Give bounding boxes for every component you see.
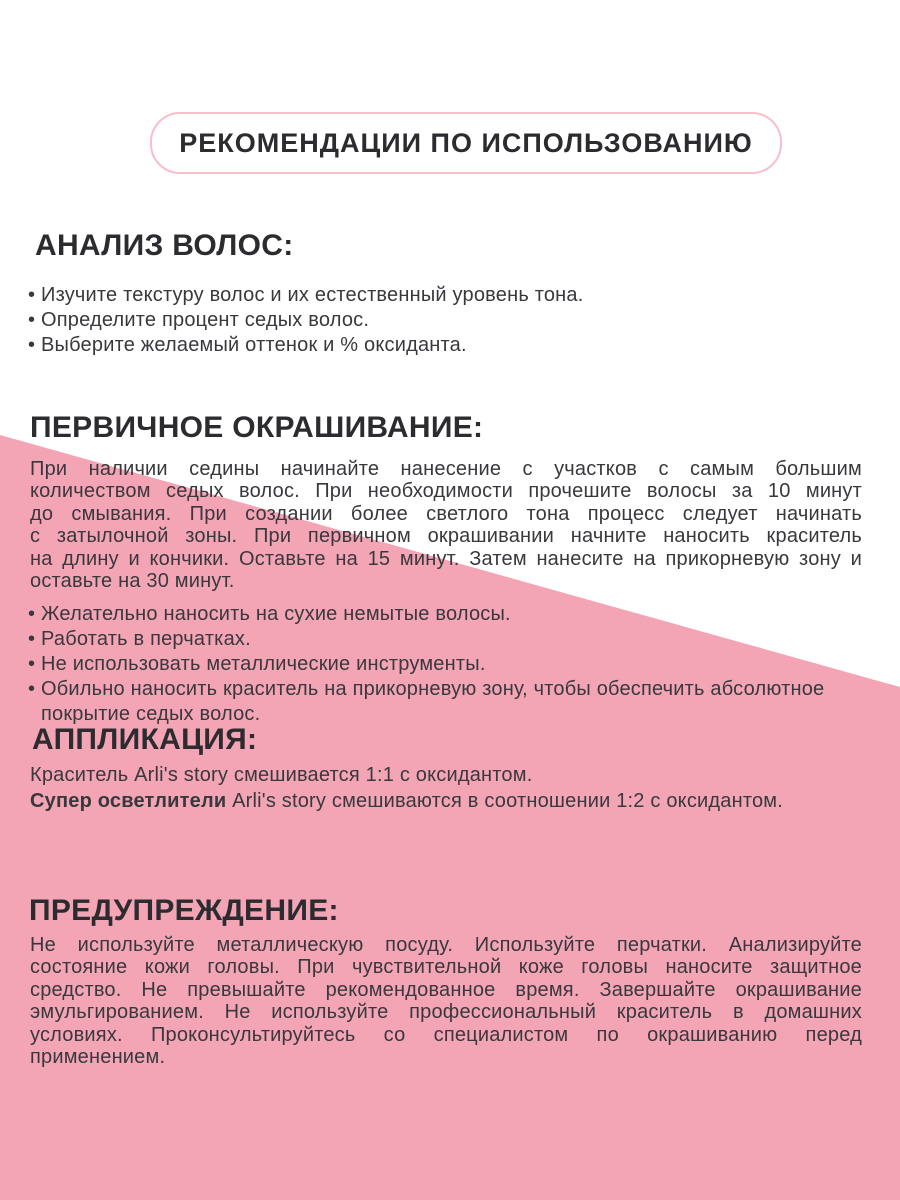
hair-analysis-bullet-list	[28, 283, 856, 358]
application-line-mix-1-1	[30, 762, 862, 788]
list-item: • Определите процент седых волос.	[28, 308, 856, 333]
warning-paragraph	[30, 934, 862, 1068]
paragraph-line: применением.	[30, 1046, 166, 1069]
paragraph-line: При наличии седины начинайте нанесение с участков с самым большим	[30, 458, 862, 480]
paragraph-line: состояние кожи головы. При чувствительной коже головы наносите защитное	[30, 956, 862, 979]
paragraph-line: средство. Не превышайте рекомендованное время. Завершайте окрашивание	[30, 978, 862, 1001]
hair-analysis-heading: АНАЛИЗ ВОЛОС:	[35, 229, 294, 262]
list-item: • Изучите текстуру волос и их естественный уровень тона.	[28, 283, 856, 308]
application-line-text: Arli's story смешиваются в соотношении 1:2 с оксидантом.	[226, 790, 784, 812]
title-pill	[150, 112, 782, 174]
primary-coloring-heading: ПЕРВИЧНОЕ ОКРАШИВАНИЕ:	[30, 411, 484, 444]
list-item: • Обильно наносить краситель на прикорневую зону, чтобы обеспечить абсолютное покрытие седых волос.	[28, 677, 833, 727]
warning-heading: ПРЕДУПРЕЖДЕНИЕ:	[29, 894, 339, 927]
list-item: • Выберите желаемый оттенок и % оксиданта.	[28, 333, 856, 358]
paragraph-line: оставьте на 30 минут.	[30, 570, 235, 593]
paragraph-line: Не используйте металлическую посуду. Используйте перчатки. Анализируйте	[30, 934, 862, 956]
application-line-mix-1-2	[30, 788, 862, 814]
list-item: • Работать в перчатках.	[28, 627, 833, 652]
paragraph-line: с затылочной зоны. При первичном окрашивании начните наносить краситель	[30, 525, 862, 548]
list-item: • Не использовать металлические инструменты.	[28, 652, 833, 677]
application-line-bold-lead: Супер осветлители	[30, 790, 227, 812]
primary-coloring-paragraph	[30, 458, 862, 592]
application-heading: АППЛИКАЦИЯ:	[32, 723, 258, 756]
paragraph-line: эмульгированием. Не используйте профессиональный краситель в домашних	[30, 1001, 862, 1024]
application-text	[30, 762, 862, 814]
list-item: • Желательно наносить на сухие немытые волосы.	[28, 602, 833, 627]
application-line-text: Краситель Arli's story смешивается 1:1 с оксидантом.	[30, 764, 533, 786]
page-title: РЕКОМЕНДАЦИИ ПО ИСПОЛЬЗОВАНИЮ	[179, 127, 753, 158]
paragraph-line: на длину и кончики. Оставьте на 15 минут. Затем нанесите на прикорневую зону и	[30, 547, 862, 570]
paragraph-line: до смывания. При создании более светлого тона процесс следует начинать	[30, 502, 862, 525]
paragraph-line: количеством седых волос. При необходимости прочешите волосы за 10 минут	[30, 480, 862, 503]
paragraph-line: условиях. Проконсультируйтесь со специалистом по окрашиванию перед	[30, 1023, 862, 1046]
primary-coloring-bullet-list	[28, 602, 833, 727]
